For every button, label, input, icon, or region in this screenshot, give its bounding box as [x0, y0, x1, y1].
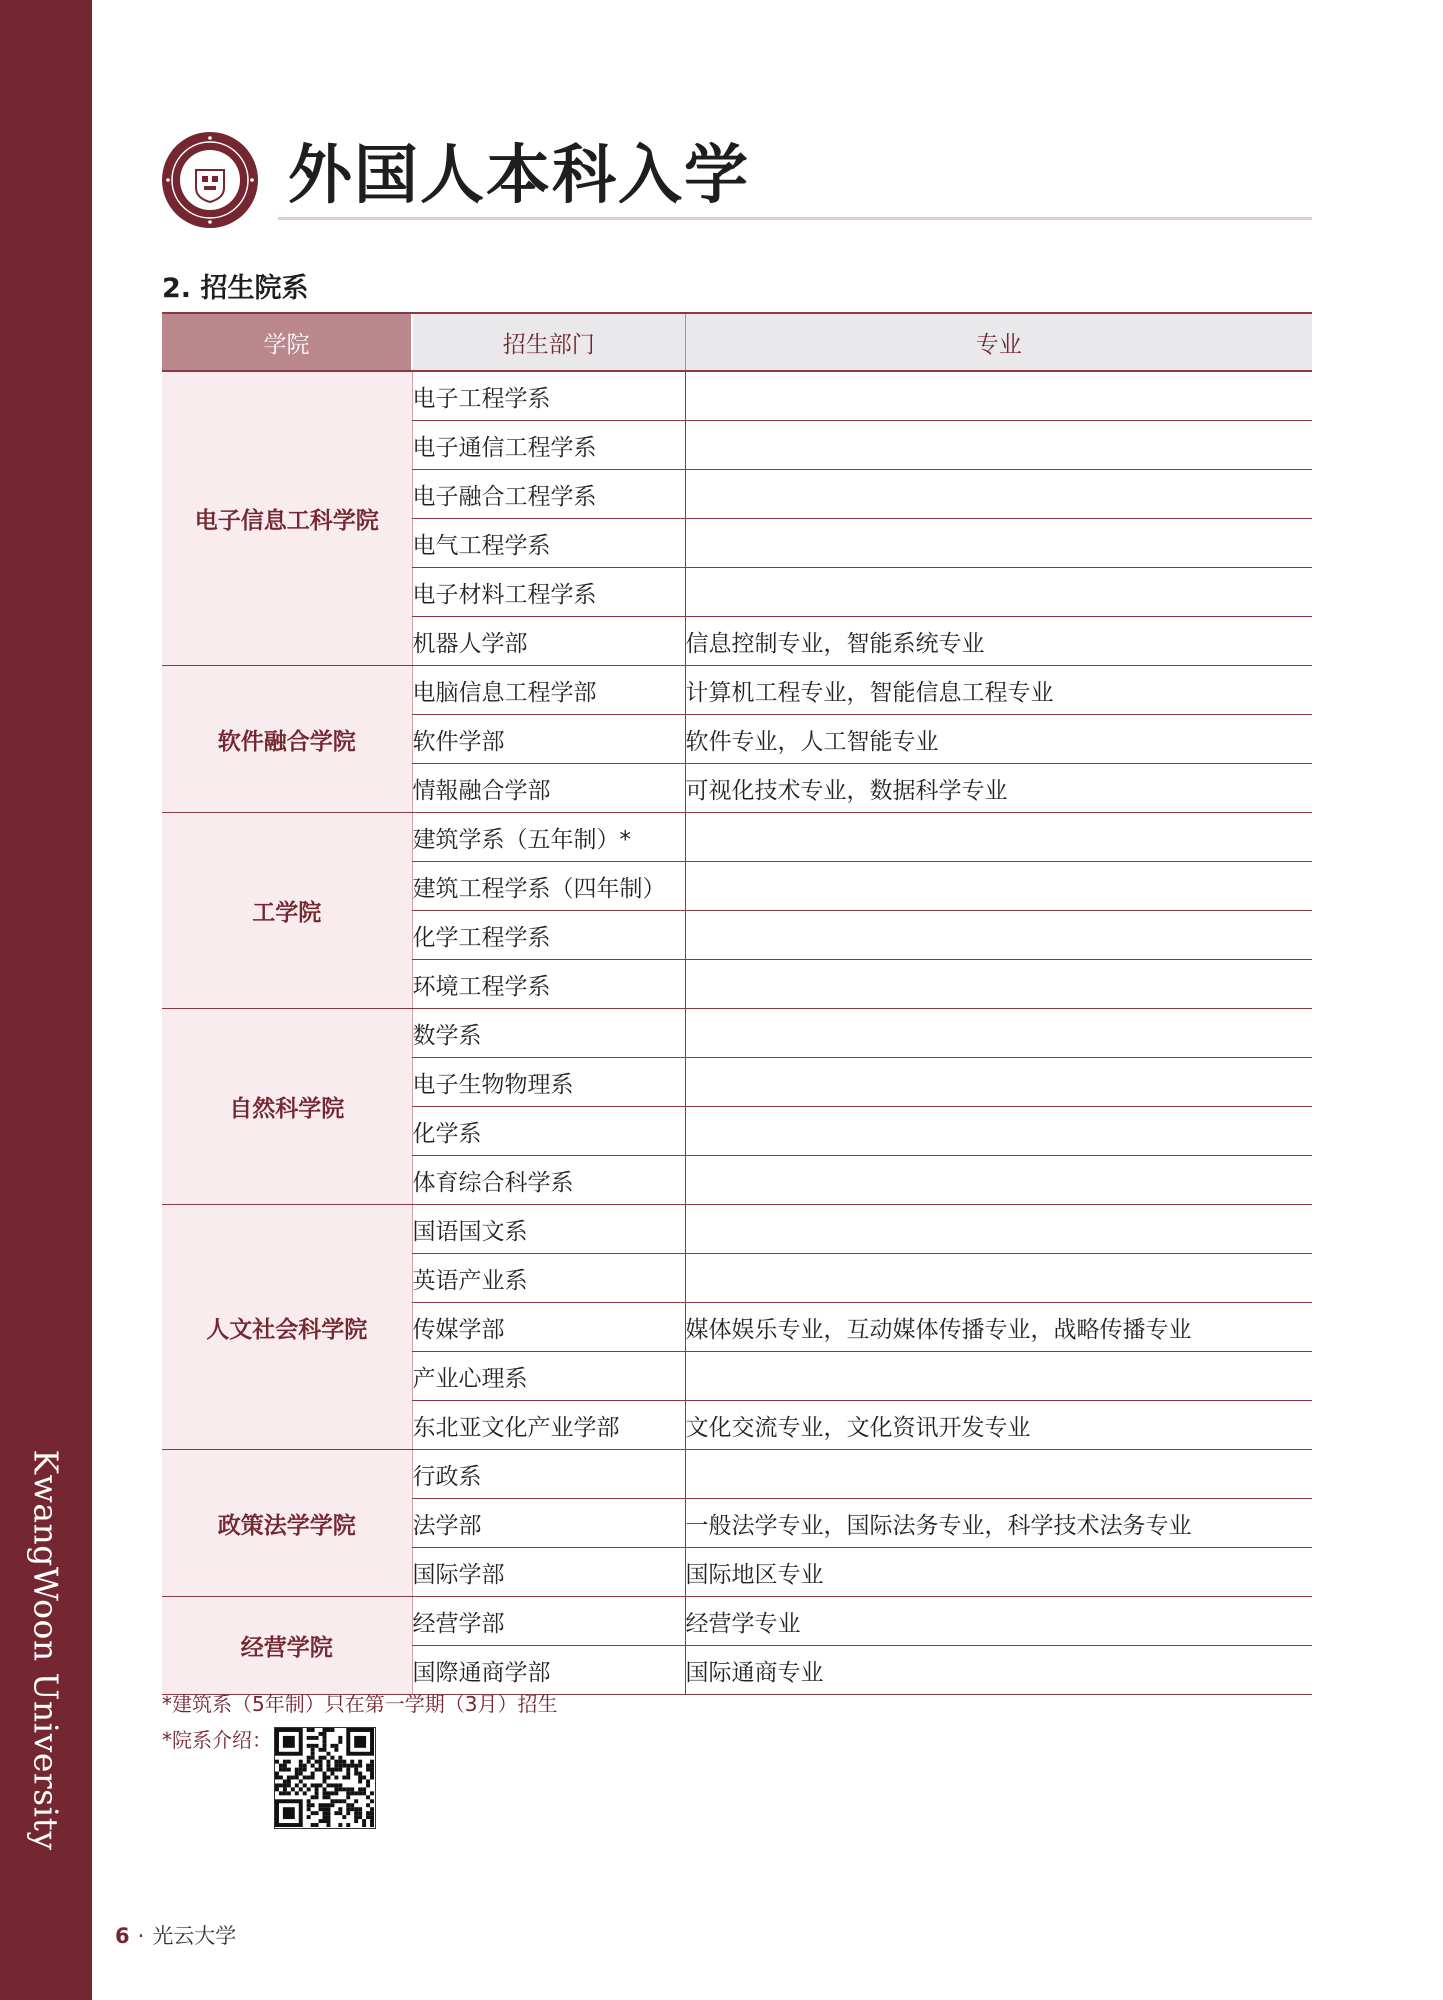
college-name-cell: 自然科学院 [162, 1009, 412, 1205]
table-row [162, 1009, 1312, 1058]
department-cell: 产业心理系 [412, 1352, 685, 1401]
sidebar-band [0, 0, 92, 2000]
table-row [162, 1597, 1312, 1646]
department-cell: 电子工程学系 [412, 371, 685, 421]
department-cell: 东北亚文化产业学部 [412, 1401, 685, 1450]
architecture-note: *建筑系（5年制）只在第一学期（3月）招生 [162, 1692, 558, 1716]
header-department: 招生部门 [412, 313, 685, 371]
department-cell: 数学系 [412, 1009, 685, 1058]
table-row [162, 666, 1312, 715]
department-cell: 电子生物物理系 [412, 1058, 685, 1107]
college-name-cell: 软件融合学院 [162, 666, 412, 813]
college-name-cell: 经营学院 [162, 1597, 412, 1695]
department-cell: 电子融合工程学系 [412, 470, 685, 519]
major-cell [685, 1156, 1312, 1205]
department-cell: 传媒学部 [412, 1303, 685, 1352]
department-cell: 机器人学部 [412, 617, 685, 666]
major-cell [685, 470, 1312, 519]
department-cell: 电子材料工程学系 [412, 568, 685, 617]
table-row [162, 813, 1312, 862]
page-title: 外国人本科入学 [288, 139, 750, 213]
qr-code-icon[interactable] [274, 1727, 376, 1829]
page-footer [115, 1920, 236, 1950]
department-cell: 国语国文系 [412, 1205, 685, 1254]
header-major: 专业 [685, 313, 1312, 371]
table-row [162, 371, 1312, 421]
major-cell [685, 1009, 1312, 1058]
department-cell: 情報融合学部 [412, 764, 685, 813]
department-cell: 国際通商学部 [412, 1646, 685, 1695]
major-cell [685, 813, 1312, 862]
major-cell [685, 1107, 1312, 1156]
major-cell [685, 421, 1312, 470]
table-row [162, 1450, 1312, 1499]
department-cell: 电子通信工程学系 [412, 421, 685, 470]
major-cell [685, 1058, 1312, 1107]
college-name-cell: 政策法学学院 [162, 1450, 412, 1597]
department-intro-note: *院系介绍： [162, 1728, 272, 1752]
major-cell: 国际通商专业 [685, 1646, 1312, 1695]
department-cell: 化学系 [412, 1107, 685, 1156]
department-cell: 体育综合科学系 [412, 1156, 685, 1205]
department-cell: 英语产业系 [412, 1254, 685, 1303]
department-cell: 电气工程学系 [412, 519, 685, 568]
major-cell [685, 1450, 1312, 1499]
footer-label: 光云大学 [152, 1924, 237, 1948]
sidebar-vertical-text: KwangWoon University [26, 1449, 66, 1851]
table-header-row [162, 313, 1312, 371]
major-cell: 可视化技术专业，数据科学专业 [685, 764, 1312, 813]
header-college: 学院 [162, 313, 412, 371]
major-cell: 信息控制专业，智能系统专业 [685, 617, 1312, 666]
major-cell [685, 371, 1312, 421]
department-cell: 电脑信息工程学部 [412, 666, 685, 715]
major-cell [685, 1205, 1312, 1254]
major-cell [685, 519, 1312, 568]
major-cell [685, 960, 1312, 1009]
major-cell [685, 568, 1312, 617]
table-row [162, 1205, 1312, 1254]
department-cell: 环境工程学系 [412, 960, 685, 1009]
major-cell: 文化交流专业，文化资讯开发专业 [685, 1401, 1312, 1450]
title-divider [278, 217, 1312, 220]
admission-departments-table [162, 312, 1312, 1695]
major-cell: 国际地区专业 [685, 1548, 1312, 1597]
college-name-cell: 人文社会科学院 [162, 1205, 412, 1450]
major-cell [685, 1352, 1312, 1401]
major-cell: 一般法学专业，国际法务专业，科学技术法务专业 [685, 1499, 1312, 1548]
college-name-cell: 工学院 [162, 813, 412, 1009]
department-cell: 行政系 [412, 1450, 685, 1499]
major-cell: 经营学专业 [685, 1597, 1312, 1646]
page-number: 6 [115, 1924, 130, 1948]
major-cell: 软件专业，人工智能专业 [685, 715, 1312, 764]
college-name-cell: 电子信息工科学院 [162, 371, 412, 666]
table-body [162, 371, 1312, 1695]
qr-code-graphic [275, 1728, 374, 1827]
department-cell: 经营学部 [412, 1597, 685, 1646]
department-cell: 建筑工程学系（四年制） [412, 862, 685, 911]
department-cell: 法学部 [412, 1499, 685, 1548]
major-cell: 计算机工程专业，智能信息工程专业 [685, 666, 1312, 715]
major-cell [685, 862, 1312, 911]
section-heading: 2. 招生院系 [162, 273, 309, 304]
university-seal-icon [160, 130, 260, 230]
department-cell: 国际学部 [412, 1548, 685, 1597]
major-cell [685, 911, 1312, 960]
major-cell [685, 1254, 1312, 1303]
footer-separator: · [137, 1924, 145, 1948]
department-cell: 建筑学系（五年制）* [412, 813, 685, 862]
major-cell: 媒体娱乐专业，互动媒体传播专业，战略传播专业 [685, 1303, 1312, 1352]
department-cell: 软件学部 [412, 715, 685, 764]
department-cell: 化学工程学系 [412, 911, 685, 960]
